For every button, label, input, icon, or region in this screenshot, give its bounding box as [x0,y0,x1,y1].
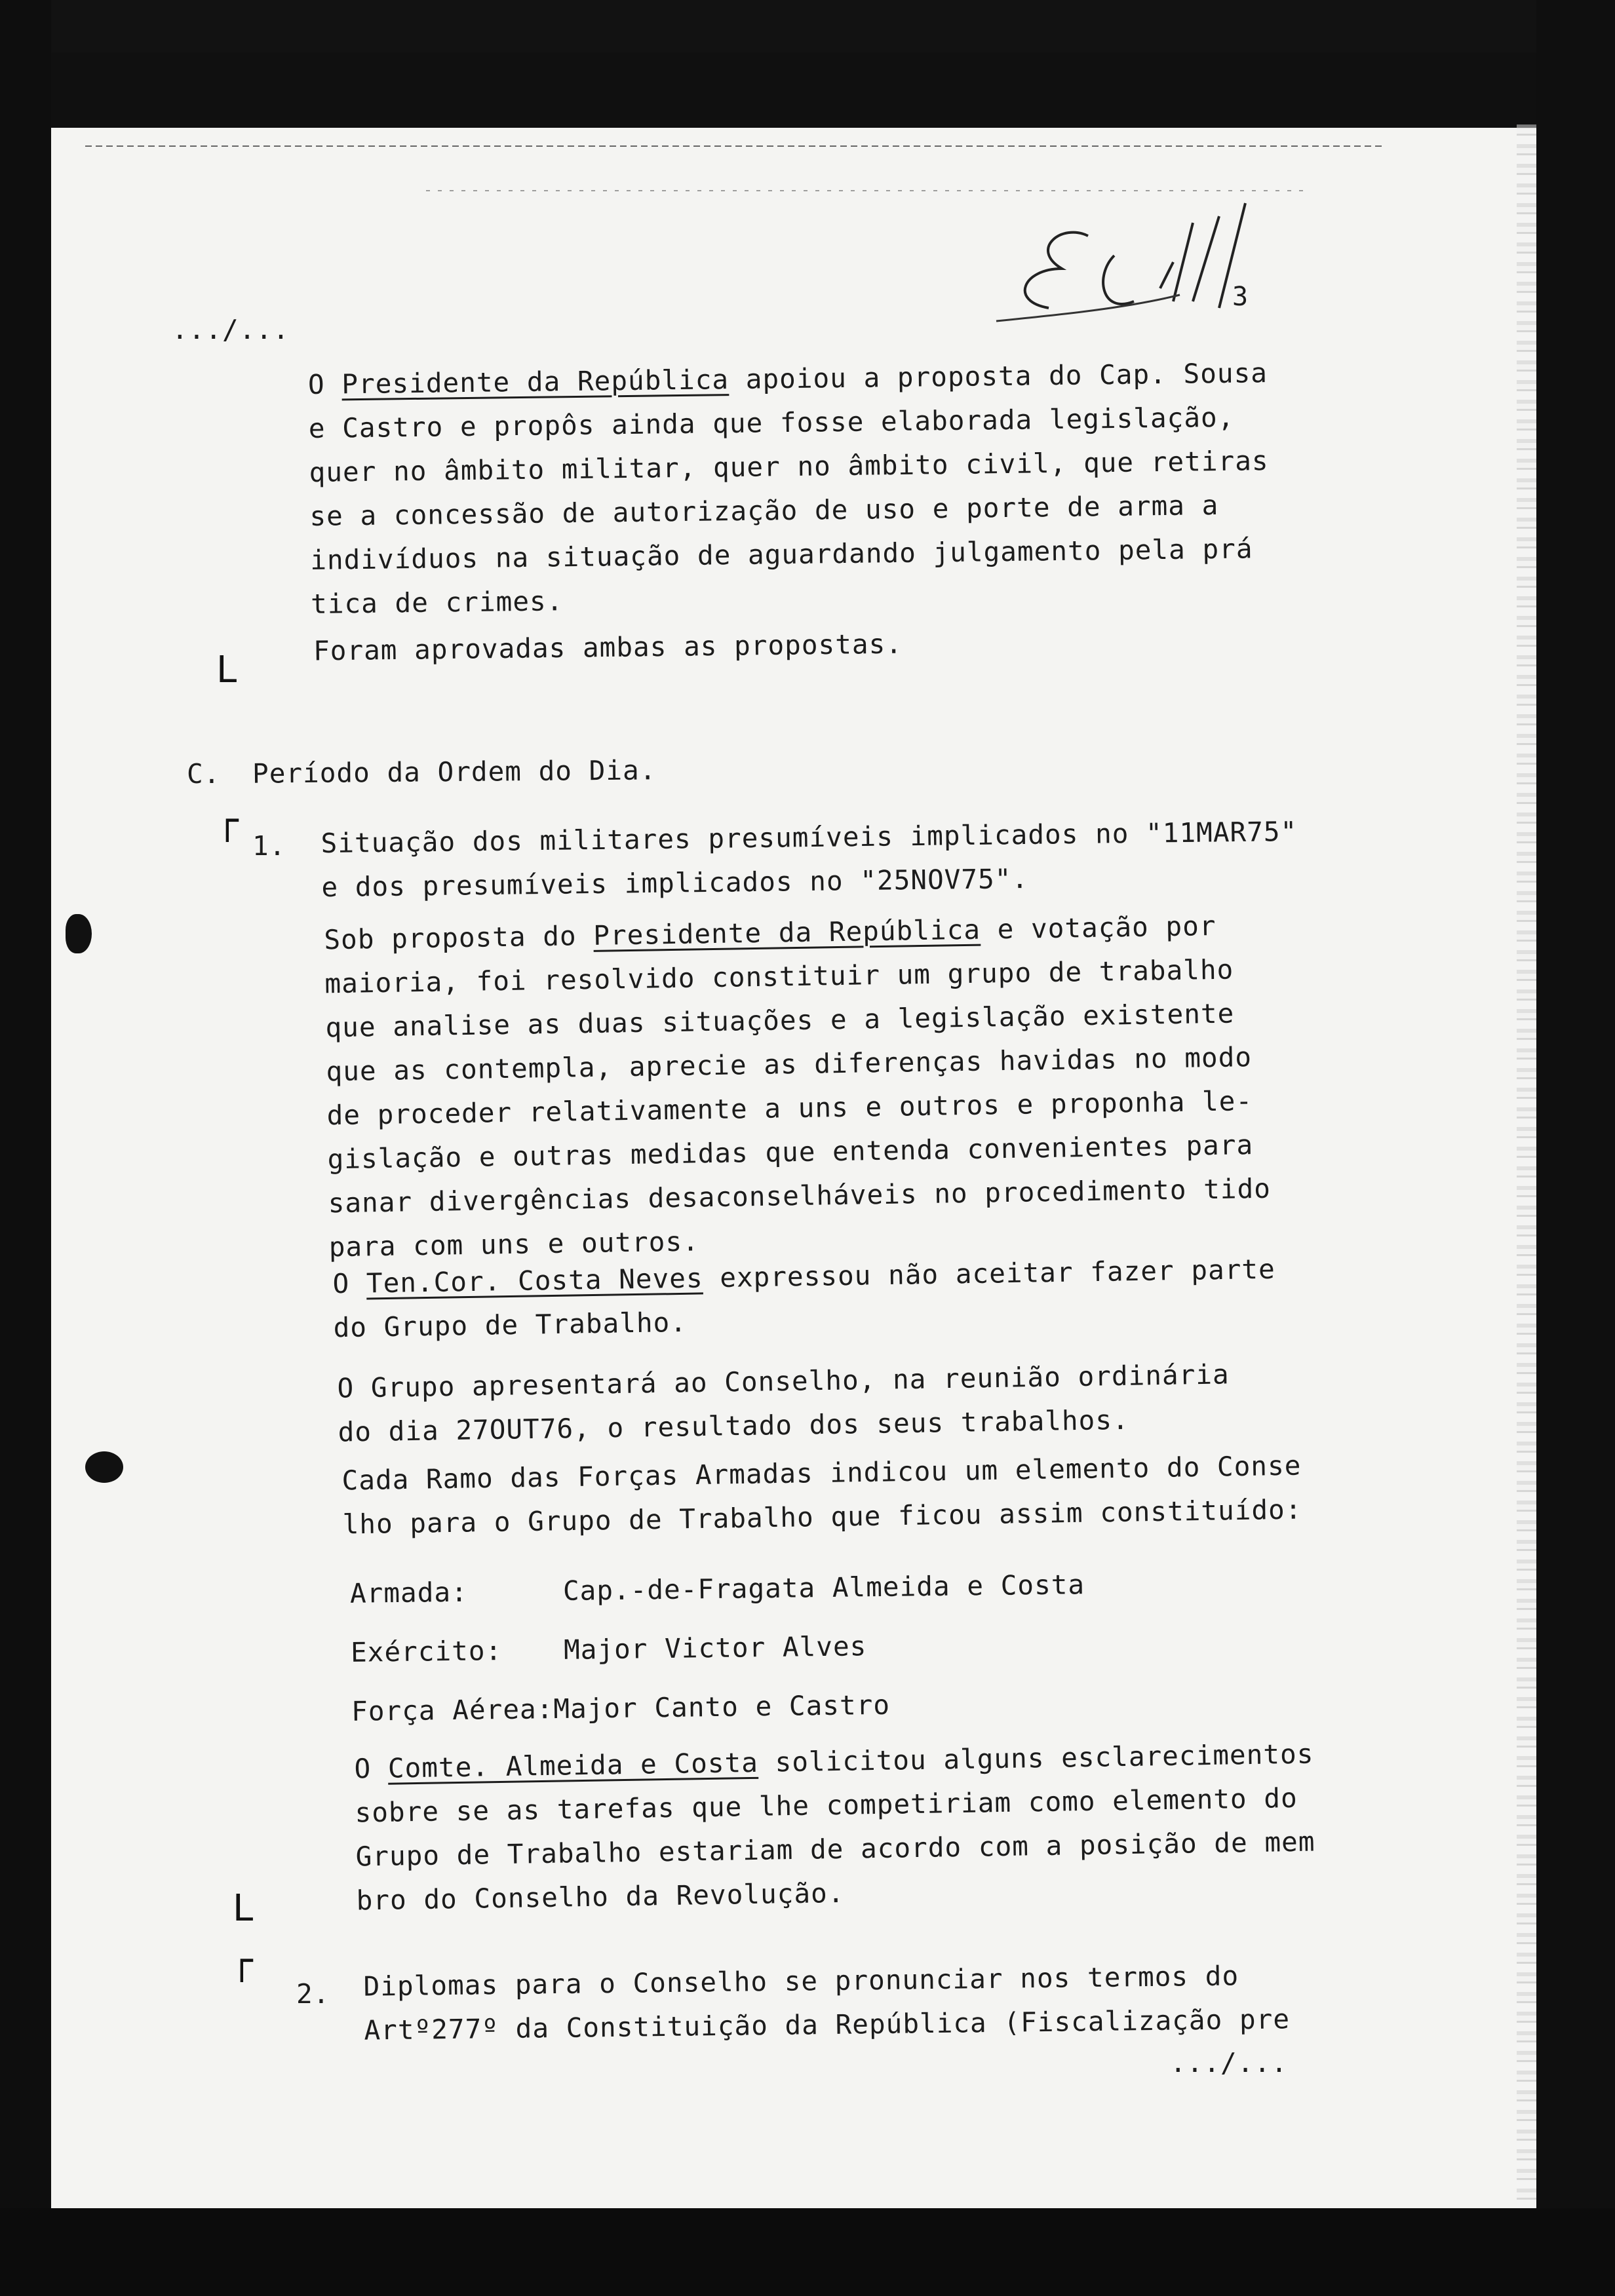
text-line: Cada Ramo das Forças Armadas indicou um elemento do Conse [341,1449,1302,1497]
text: apoiou a proposta do Cap. Sousa [728,357,1268,396]
text-line: que as contempla, aprecie as diferenças havidas no modo [326,1041,1253,1088]
punch-hole [85,1451,123,1483]
text: Sob proposta do [324,919,594,956]
text-line: se a concessão de autorização de uso e porte de arma a [309,489,1219,532]
text: O [307,368,342,400]
item-title [363,1953,1290,2052]
continuation-top: .../... [172,314,290,345]
member-name: Cap.-de-Fragata Almeida e Costa [562,1569,1085,1607]
item-number: 1. [252,830,286,862]
item-number: 2. [296,1978,330,2010]
page-number: 3 [1232,282,1249,312]
text: e votação por [980,909,1216,946]
paragraph-branches [341,1444,1302,1547]
text-line: do Grupo de Trabalho. [333,1306,688,1344]
paragraph-working-group [324,904,1272,1270]
text-line: sanar divergências desaconselháveis no procedimento tido [328,1172,1272,1219]
member-row [351,1673,1087,1741]
text-line: Grupo de Trabalho estariam de acordo com a posição de mem [355,1826,1315,1873]
text: expressou não aceitar fazer parte [703,1253,1276,1294]
text-line: Artº277º da Constituição da República (Fiscalização pre [364,2003,1291,2046]
text-line: maioria, foi resolvido constituir um grupo de trabalho [324,953,1234,1000]
member-row [349,1555,1085,1623]
paragraph-report-date [337,1352,1230,1454]
text-line: que analise as duas situações e a legislação existente [325,997,1235,1044]
text-line: O Grupo apresentará ao Conselho, na reunião ordinária [337,1358,1230,1404]
actor-name: Comte. Almeida e Costa [387,1746,759,1784]
text-line: bro do Conselho da Revolução. [356,1877,845,1917]
header-rule-faint [426,190,1311,191]
section-title: Período da Ordem do Dia. [252,754,657,790]
branch: Armada: [349,1576,469,1609]
text: O [332,1267,367,1300]
header-rule [85,145,1383,147]
punch-hole-left [66,914,92,953]
paragraph-costa-neves [332,1248,1276,1350]
text-line: sobre se as tarefas que lhe competiriam como elemento do [355,1782,1298,1829]
actor-name: Presidente da República [593,913,981,951]
text: O [354,1752,389,1785]
text-line: lho para o Grupo de Trabalho que ficou assim constituído: [342,1493,1302,1540]
text-line: indivíduos na situação de aguardando julgamento pela prá [309,533,1253,576]
continuation-bottom: .../... [1170,2047,1288,2078]
item-title [321,810,1298,909]
scan-border-left [0,0,51,2296]
members-list [349,1555,1086,1741]
paragraph-almeida-costa [354,1732,1316,1923]
margin-bracket-close: L [216,649,237,691]
margin-bracket-close: L [233,1887,254,1930]
scan-border-top-inner [46,52,1553,128]
scan-border-bottom [0,2208,1615,2296]
text-line: quer no âmbito militar, quer no âmbito civil, que retiras [309,445,1269,488]
scan-border-right [1536,0,1615,2296]
text-line: Diplomas para o Conselho se pronunciar nos termos do [363,1960,1239,2002]
paragraph-approved: Foram aprovadas ambas as propostas. [313,628,903,667]
actor-name: Presidente da República [341,364,730,400]
actor-name: Ten.Cor. Costa Neves [366,1262,703,1299]
text: solicitou alguns esclarecimentos [758,1738,1314,1778]
text-line: e dos presumíveis implicados no "25NOV75". [321,862,1029,904]
scan-border-top [0,0,1615,52]
text-line: do dia 27OUT76, o resultado dos seus trabalhos. [338,1404,1129,1448]
page-edge-noise [1517,124,1536,2208]
branch: Exército: [350,1635,503,1668]
text-line: tica de crimes. [310,585,564,620]
margin-bracket-open: ┌ [231,1940,253,1982]
text-line: gislação e outras medidas que entenda convenientes para [327,1129,1254,1176]
margin-bracket-open: ┌ [216,799,239,842]
text-line: e Castro e propôs ainda que fosse elaborada legislação, [308,401,1235,444]
text-line: Situação dos militares presumíveis implicados no "11MAR75" [321,815,1298,860]
text-line: de proceder relativamente a uns e outros e proponha le- [326,1085,1253,1132]
member-name: Major Canto e Castro [553,1689,891,1725]
member-row [350,1614,1085,1682]
handwritten-annotation [983,197,1324,354]
member-name: Major Victor Alves [563,1630,867,1666]
section-label: C. [187,758,221,790]
branch: Força Aérea: [351,1693,554,1727]
text-line: para com uns e outros. [328,1225,700,1263]
paragraph-president-proposal [308,351,1271,626]
